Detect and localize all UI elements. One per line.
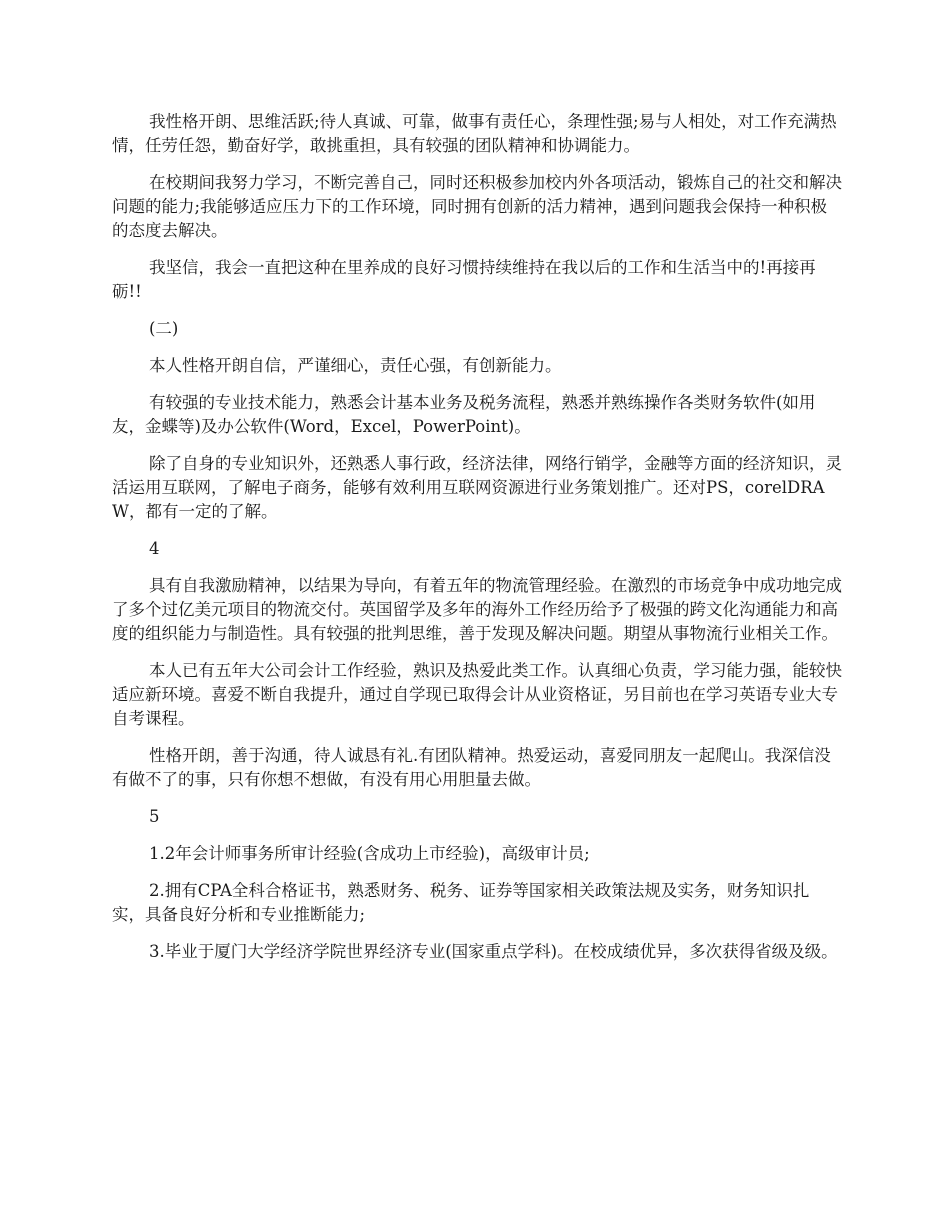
document-body: [112, 110, 842, 977]
paragraph-character: 性格开朗，善于沟通，待人诚恳有礼.有团队精神。热爱运动，喜爱同朋友一起爬山。我深信没有做不了的事，只有你想不想做，有没有用心用胆量去做。: [112, 746, 831, 789]
paragraph-personality: 本人性格开朗自信，严谨细心，责任心强，有创新能力。: [149, 356, 562, 375]
paragraph-accounting: 本人已有五年大公司会计工作经验，熟识及热爱此类工作。认真细心负责，学习能力强，能较快适应新环境。喜爱不断自我提升，通过自学现已取得会计从业资格证，另目前也在学习英语专业大专自考课程。: [112, 661, 842, 728]
list-item-3: 3.毕业于厦门大学经济学院世界经济专业(国家重点学科)。在校成绩优异，多次获得省级及级。: [149, 942, 838, 961]
list-item-1: 1.2年会计师事务所审计经验(含成功上市经验)，高级审计员;: [149, 844, 590, 863]
section-heading-4: 4: [149, 539, 160, 558]
paragraph-self-intro: 我性格开朗、思维活跃;待人真诚、可靠，做事有责任心，条理性强;易与人相处，对工作充满热情，任劳任怨，勤奋好学，敢挑重担，具有较强的团队精神和协调能力。: [112, 112, 837, 155]
paragraph-belief: 我坚信，我会一直把这种在里养成的良好习惯持续维持在我以后的工作和生活当中的!再接再砺!!: [112, 258, 816, 301]
list-item-2: 2.拥有CPA全科合格证书，熟悉财务、税务、证券等国家相关政策法规及实务，财务知识扎实，具备良好分析和专业推断能力;: [112, 881, 810, 924]
paragraph-other-knowledge: 除了自身的专业知识外，还熟悉人事行政，经济法律，网络行销学，金融等方面的经济知识，灵活运用互联网，了解电子商务，能够有效利用互联网资源进行业务策划推广。还对PS，corelDRAW，都有一定的了解。: [112, 454, 842, 521]
section-heading-2: (二): [149, 319, 179, 338]
paragraph-logistics: 具有自我激励精神，以结果为导向，有着五年的物流管理经验。在激烈的市场竞争中成功地完成了多个过亿美元项目的物流交付。英国留学及多年的海外工作经历给予了极强的跨文化沟通能力和高度的组织能力与制造性。具有较强的批判思维，善于发现及解决问题。期望从事物流行业相关工作。: [112, 576, 842, 643]
paragraph-professional-skills: 有较强的专业技术能力，熟悉会计基本业务及税务流程，熟悉并熟练操作各类财务软件(如用友，金蝶等)及办公软件(Word，Excel，PowerPoint)。: [112, 393, 816, 436]
section-heading-5: 5: [149, 807, 160, 826]
paragraph-school-period: 在校期间我努力学习，不断完善自己，同时还积极参加校内外各项活动，锻炼自己的社交和解决问题的能力;我能够适应压力下的工作环境，同时拥有创新的活力精神，遇到问题我会保持一种积极的态度去解决。: [112, 173, 842, 240]
